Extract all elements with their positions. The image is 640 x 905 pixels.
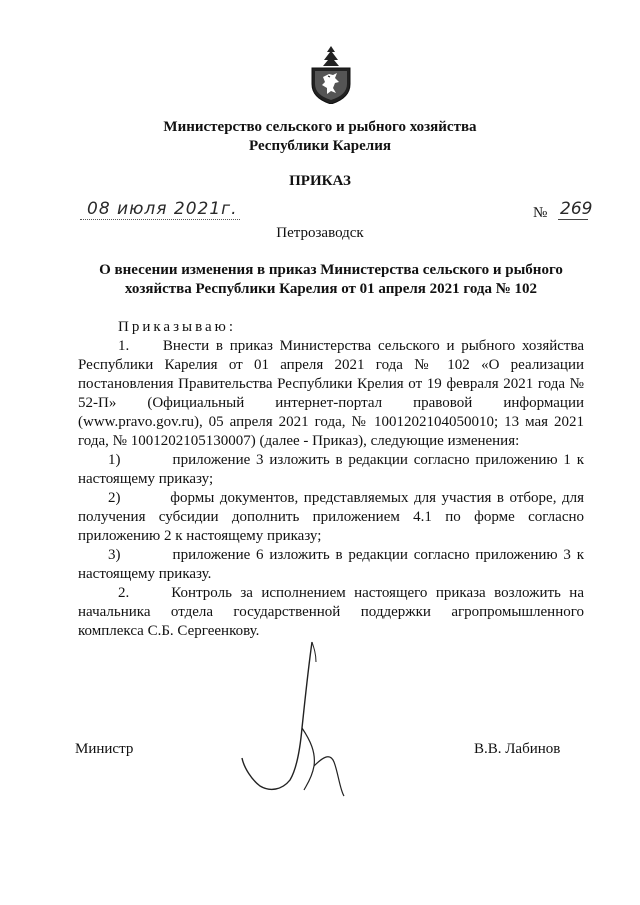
order-word: Приказываю: (118, 319, 236, 335)
paragraph-1: 1. Внести в приказ Министерства сельского и рыбного хозяйства Республики Карелия от 01 апреля 2021 года № 102 «О реализации постановления Правительства Республики Крелия от 19 февраля 2021 года № 52-П» (Официальный интернет-портал правовой информации (www.pravo.gov.ru), 05 апреля 2021 года, № 1001202104050010; 13 мая 2021 года, № 1001202105130007) (далее - Приказ), следующие изменения: (78, 338, 584, 449)
ministry-line-2: Республики Карелия (249, 138, 391, 154)
signatory-position: Министр (75, 741, 134, 757)
handwritten-signature (230, 640, 380, 800)
number-label: № (533, 205, 548, 221)
subject-line-2: хозяйства Республики Карелия от 01 апреля 2021 года № 102 (124, 281, 538, 297)
subitem-2: 2) формы документов, представляемых для участия в отборе, для получения субсидии дополнить приложением 4.1 по форме согласно приложению 2 к настоящему приказу; (78, 490, 584, 544)
date-underline (80, 219, 240, 220)
number-underline (558, 219, 588, 220)
ministry-name (0, 118, 640, 156)
document-title: ПРИКАЗ (289, 173, 351, 189)
karelia-coat-of-arms-emblem (308, 46, 354, 104)
subitem-3: 3) приложение 6 изложить в редакции согласно приложению 3 к настоящему приказу. (78, 547, 584, 582)
handwritten-date: 08 июля 2021г. (87, 199, 238, 219)
subitem-1: 1) приложение 3 изложить в редакции согласно приложению 1 к настоящему приказу; (78, 452, 584, 487)
signatory-name: В.В. Лабинов (474, 741, 561, 757)
order-body (78, 318, 584, 641)
paragraph-2: 2. Контроль за исполнением настоящего приказа возложить на начальника отдела государственной поддержки агропромышленного комплекса С.Б. Сергеенкову. (78, 585, 584, 639)
ministry-line-1: Министерство сельского и рыбного хозяйства (163, 119, 477, 135)
handwritten-number: 269 (560, 199, 593, 219)
city: Петрозаводск (276, 225, 364, 241)
subject-line-1: О внесении изменения в приказ Министерства сельского и рыбного (99, 262, 563, 278)
order-subject (78, 261, 584, 299)
